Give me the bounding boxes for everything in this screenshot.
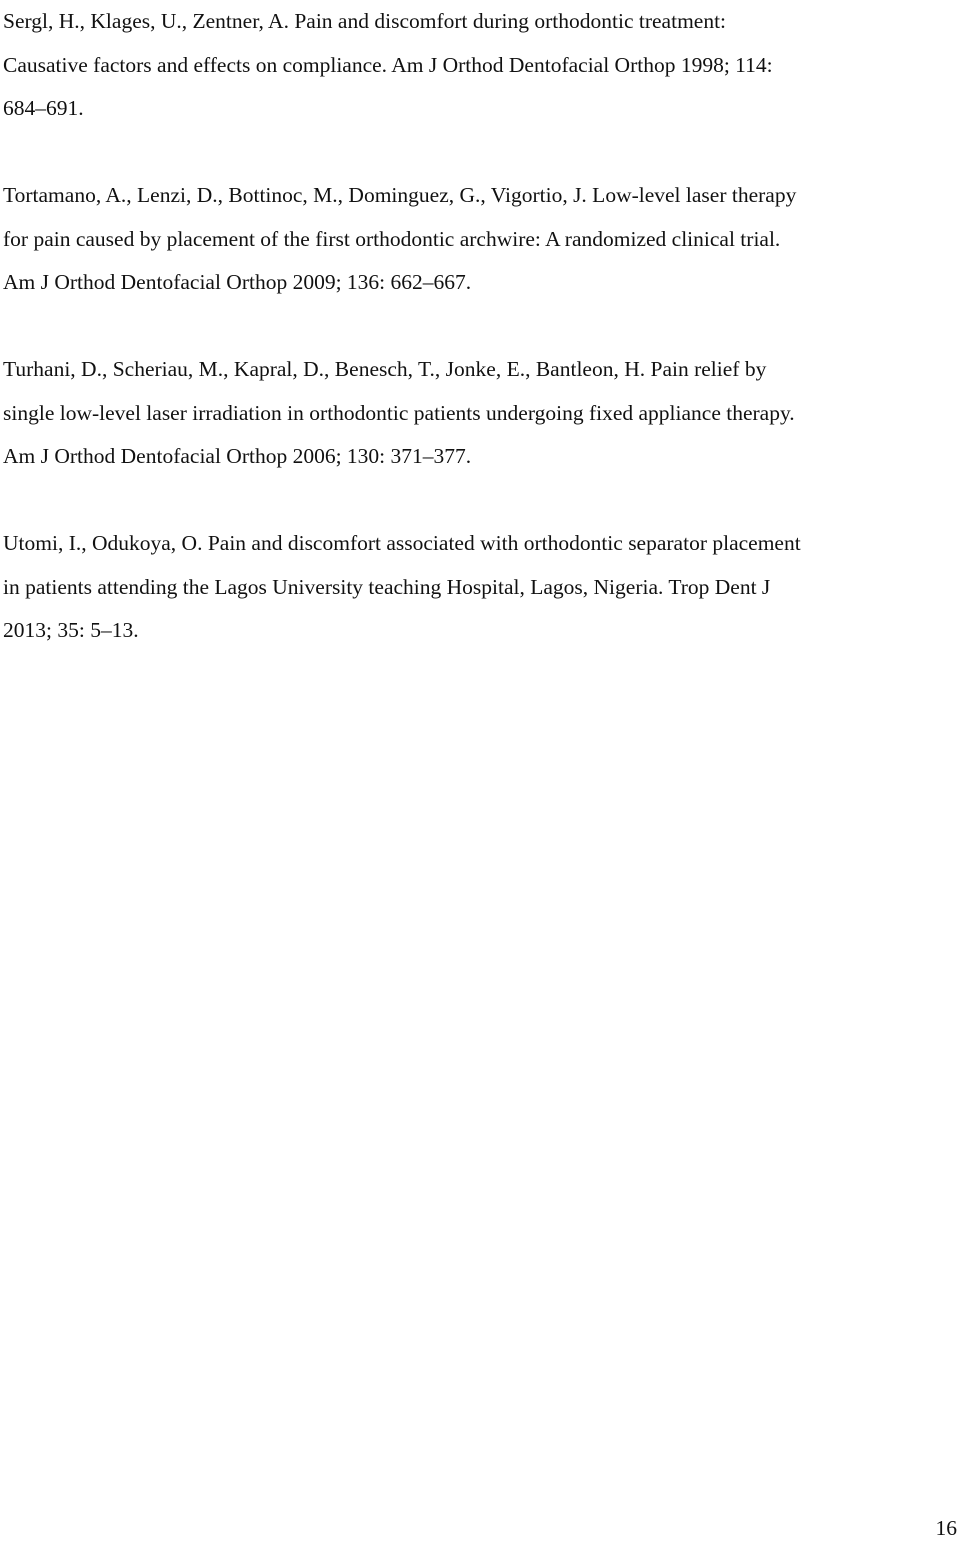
reference-line: in patients attending the Lagos University teaching Hospital, Lagos, Nigeria. Trop Dent J (3, 574, 771, 599)
reference-line: Causative factors and effects on compliance. Am J Orthod Dentofacial Orthop 1998; 114: (3, 52, 773, 77)
reference-turhani (3, 348, 953, 479)
reference-line: Am J Orthod Dentofacial Orthop 2009; 136: 662–667. (3, 270, 472, 294)
reference-line: Sergl, H., Klages, U., Zentner, A. Pain and discomfort during orthodontic treatment: (3, 9, 727, 33)
reference-sergl (3, 0, 953, 131)
reference-line: for pain caused by placement of the first orthodontic archwire: A randomized clinical trial. (3, 226, 781, 251)
reference-tortamano (3, 174, 953, 305)
reference-line: Am J Orthod Dentofacial Orthop 2006; 130: 371–377. (3, 444, 472, 468)
reference-line: 684–691. (3, 96, 84, 120)
reference-line: Turhani, D., Scheriau, M., Kapral, D., Benesch, T., Jonke, E., Bantleon, H. Pain relief by (3, 357, 767, 381)
page-number: 16 (935, 1516, 957, 1540)
reference-line: single low-level laser irradiation in orthodontic patients undergoing fixed appliance therapy. (3, 400, 795, 425)
reference-line: Utomi, I., Odukoya, O. Pain and discomfort associated with orthodontic separator placement (3, 531, 801, 555)
reference-utomi (3, 522, 953, 653)
reference-line: 2013; 35: 5–13. (3, 618, 139, 642)
reference-list (3, 0, 953, 653)
reference-line: Tortamano, A., Lenzi, D., Bottinoc, M., Dominguez, G., Vigortio, J. Low-level laser therapy (3, 183, 797, 207)
